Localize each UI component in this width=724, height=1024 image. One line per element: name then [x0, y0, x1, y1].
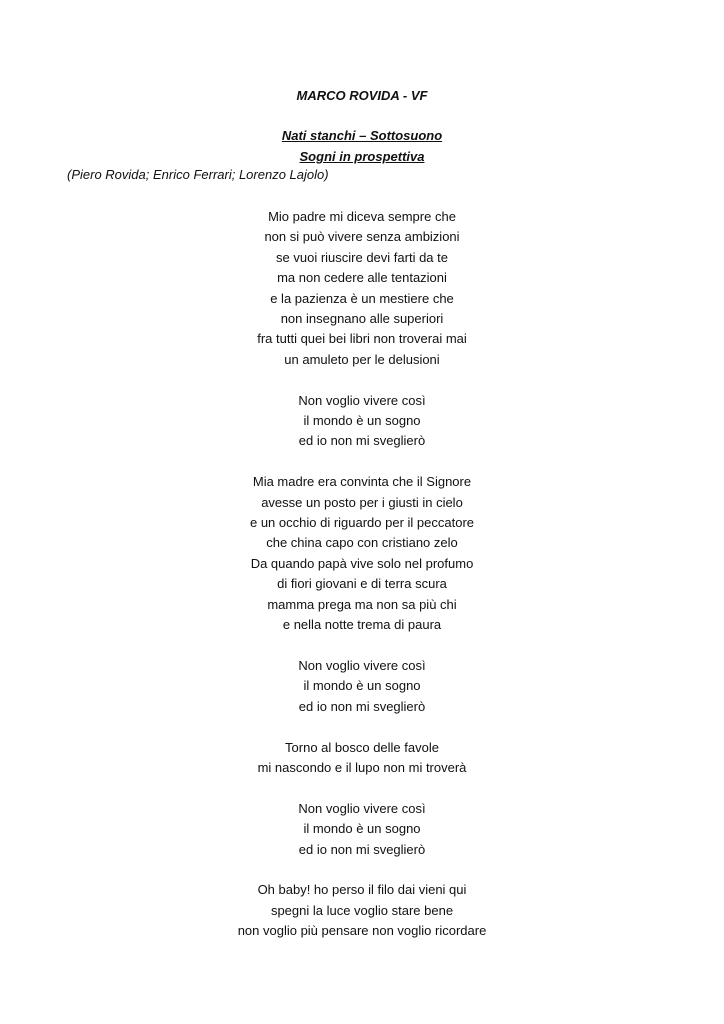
lyric-line: spegni la luce voglio stare bene: [270, 902, 454, 918]
bridge: [0, 738, 724, 779]
lyric-line: se vuoi riuscire devi farti da te: [276, 249, 448, 265]
song-title: Sogni in prospettiva: [299, 149, 425, 164]
chorus-3: [0, 799, 724, 860]
lyric-line: ed io non mi sveglierò: [298, 433, 426, 449]
lyrics-body: [0, 207, 724, 962]
album-title: Nati stanchi – Sottosuono: [281, 128, 443, 143]
lyric-line: fra tutti quei bei libri non troverai mai: [257, 331, 467, 347]
lyric-line: e nella notte trema di paura: [282, 617, 442, 633]
lyric-line: Torno al bosco delle favole: [285, 739, 439, 755]
lyric-line: Mia madre era convinta che il Signore: [252, 474, 472, 490]
author-heading: MARCO ROVIDA - VF: [296, 88, 428, 103]
song-credits: (Piero Rovida; Enrico Ferrari; Lorenzo Lajolo): [67, 167, 329, 182]
lyric-line: mamma prega ma non sa più chi: [267, 596, 457, 612]
lyric-line: che china capo con cristiano zelo: [266, 535, 458, 551]
lyric-line: ed io non mi sveglierò: [298, 698, 426, 714]
lyric-line: e la pazienza è un mestiere che: [270, 290, 454, 306]
chorus-2: [0, 656, 724, 717]
lyric-line: Non voglio vivere così: [298, 800, 426, 816]
lyric-line: ed io non mi sveglierò: [298, 841, 426, 857]
stanza-2: [0, 472, 724, 635]
lyric-line: e un occhio di riguardo per il peccatore: [249, 515, 475, 531]
lyric-line: il mondo è un sogno: [303, 413, 421, 429]
lyric-line: Non voglio vivere così: [298, 392, 426, 408]
lyric-line: mi nascondo e il lupo non mi troverà: [257, 759, 467, 775]
lyric-line: Da quando papà vive solo nel profumo: [250, 555, 474, 571]
lyric-line: il mondo è un sogno: [303, 821, 421, 837]
lyric-line: non si può vivere senza ambizioni: [264, 229, 460, 245]
lyric-line: Non voglio vivere così: [298, 657, 426, 673]
lyric-line: un amuleto per le delusioni: [284, 351, 440, 367]
lyric-line: Mio padre mi diceva sempre che: [268, 209, 456, 224]
chorus-1: [0, 391, 724, 452]
outro: [0, 880, 724, 941]
lyric-line: ma non cedere alle tentazioni: [277, 270, 447, 286]
lyric-line: Oh baby! ho perso il filo dai vieni qui: [257, 882, 467, 898]
lyric-line: di fiori giovani e di terra scura: [277, 576, 447, 592]
lyric-line: non voglio più pensare non voglio ricordare: [237, 923, 487, 939]
lyric-line: il mondo è un sogno: [303, 678, 421, 694]
lyric-line: non insegnano alle superiori: [280, 311, 444, 327]
stanza-1: [0, 207, 724, 370]
lyric-line: avesse un posto per i giusti in cielo: [261, 494, 463, 510]
